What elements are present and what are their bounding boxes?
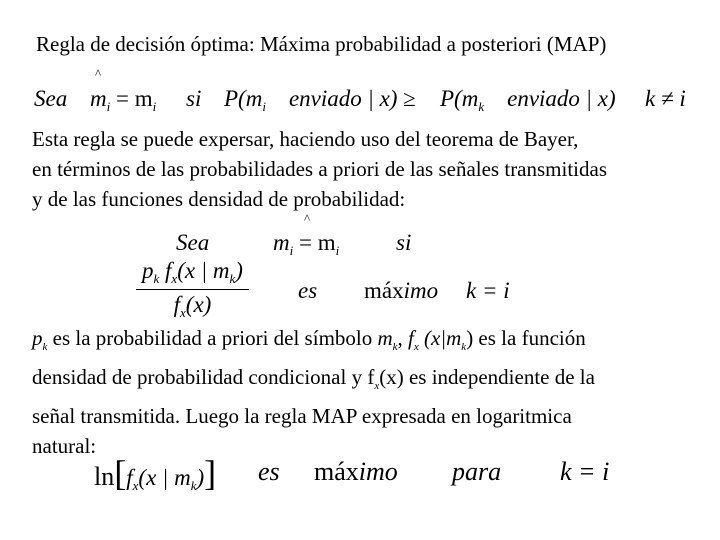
eq2-condition: k = i xyxy=(466,278,510,303)
paragraph-line: y de las funciones densidad de probabilidad: xyxy=(32,187,406,211)
eq3-condition: k = i xyxy=(560,457,610,486)
eq1-si: si xyxy=(186,86,202,111)
eq1-estimate: $m_i = m_i$ xyxy=(90,86,157,114)
eq1-condition: k ≠ i xyxy=(645,86,686,111)
eq3-es: es xyxy=(258,457,280,486)
eq2-sea: Sea xyxy=(176,230,210,255)
eq2-maximo: máximo xyxy=(364,278,439,303)
eq3-para: para xyxy=(452,457,502,486)
eq1-hat: ^ xyxy=(95,66,102,81)
fraction-numerator: $p_k$ $f_x(x$ | $m_k$) xyxy=(136,258,249,290)
eq2-hat: ^ xyxy=(304,211,311,226)
eq3-log-term: $\ln[f_x(x$ | $m_k$)] xyxy=(94,453,217,493)
paragraph-line: señal transmitida. Luego la regla MAP expresada en logaritmica xyxy=(32,404,572,428)
explanation-paragraph xyxy=(32,323,595,461)
eq1-sea: Sea xyxy=(34,86,68,111)
eq1-posterior-k: $P(m_k$ enviado | x) xyxy=(440,86,616,114)
eq3-maximo: máximo xyxy=(314,457,398,486)
paragraph-line: natural: xyxy=(32,434,97,458)
eq2-si: si xyxy=(396,230,412,255)
eq1-posterior-i: $P(m_i$ enviado | x) xyxy=(224,86,398,114)
eq2-fraction xyxy=(136,258,249,321)
eq1-ge: ≥ xyxy=(403,86,416,111)
paragraph-line: Esta regla se puede expersar, haciendo uso del teorema de Bayer, xyxy=(32,127,579,151)
paragraph-line: densidad de probabilidad condicional y $f_x(x)$ es independiente de la xyxy=(32,365,595,392)
fraction-denominator: $f_x(x)$ xyxy=(173,292,212,320)
eq2-estimate: $m_i = m_i$ xyxy=(273,230,340,258)
paragraph-line: en términos de las probabilidades a priori de las señales transmitidas xyxy=(32,157,608,181)
bayes-paragraph xyxy=(32,124,607,214)
paragraph-line: $p_k$ es la probabilidad a priori del símbolo $m_k$, $f_x$ $(x|m_k)$ es la función xyxy=(32,326,586,353)
slide-title: Regla de decisión óptima: Máxima probabilidad a posteriori (MAP) xyxy=(36,32,607,56)
eq2-es: es xyxy=(298,278,318,303)
